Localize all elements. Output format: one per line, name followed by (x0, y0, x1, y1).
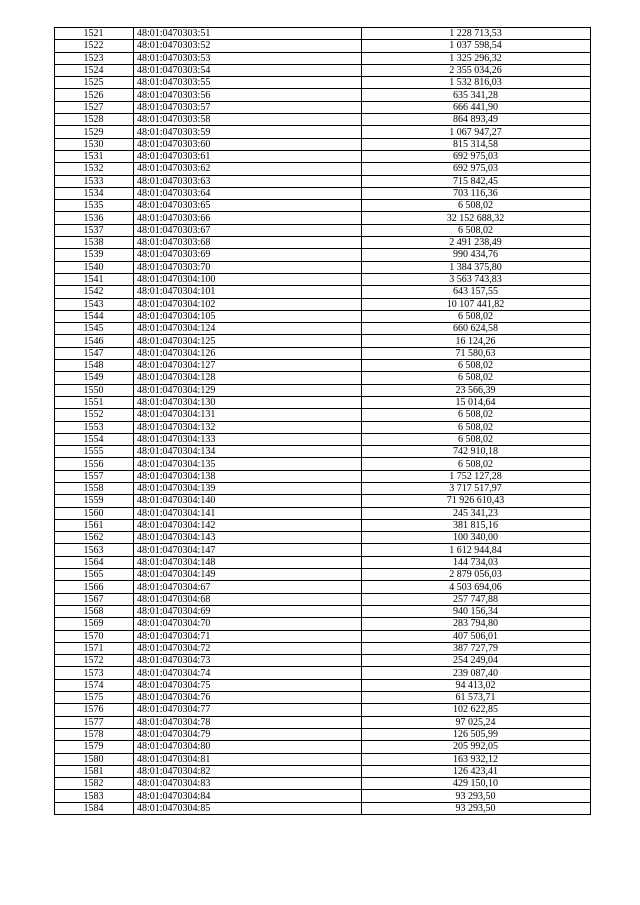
table-row (55, 605, 591, 617)
row-number-cell: 1556 (55, 458, 134, 470)
value-cell: 4 503 694,06 (362, 581, 591, 593)
cadastral-number-cell: 48:01:0470304:100 (134, 273, 362, 285)
table-row (55, 114, 591, 126)
value-cell: 6 508,02 (362, 433, 591, 445)
cadastral-number-cell: 48:01:0470303:58 (134, 114, 362, 126)
value-cell: 815 314,58 (362, 138, 591, 150)
cadastral-number-cell: 48:01:0470304:141 (134, 507, 362, 519)
cadastral-number-cell: 48:01:0470303:67 (134, 224, 362, 236)
value-cell: 205 992,05 (362, 741, 591, 753)
row-number-cell: 1565 (55, 569, 134, 581)
table-row (55, 421, 591, 433)
table-row (55, 667, 591, 679)
row-number-cell: 1545 (55, 323, 134, 335)
cadastral-number-cell: 48:01:0470304:102 (134, 298, 362, 310)
table-row (55, 335, 591, 347)
cadastral-number-cell: 48:01:0470304:72 (134, 642, 362, 654)
table-row (55, 224, 591, 236)
row-number-cell: 1559 (55, 495, 134, 507)
cadastral-number-cell: 48:01:0470304:85 (134, 802, 362, 814)
cadastral-number-cell: 48:01:0470304:132 (134, 421, 362, 433)
value-cell: 93 293,50 (362, 802, 591, 814)
cadastral-number-cell: 48:01:0470304:71 (134, 630, 362, 642)
table-row (55, 310, 591, 322)
table-row (55, 163, 591, 175)
value-cell: 283 794,80 (362, 618, 591, 630)
row-number-cell: 1558 (55, 482, 134, 494)
value-cell: 2 491 238,49 (362, 237, 591, 249)
value-cell: 97 025,24 (362, 716, 591, 728)
table-row (55, 581, 591, 593)
table-row (55, 286, 591, 298)
value-cell: 6 508,02 (362, 360, 591, 372)
value-cell: 3 563 743,83 (362, 273, 591, 285)
row-number-cell: 1554 (55, 433, 134, 445)
value-cell: 6 508,02 (362, 409, 591, 421)
row-number-cell: 1541 (55, 273, 134, 285)
cadastral-number-cell: 48:01:0470304:105 (134, 310, 362, 322)
table-row (55, 556, 591, 568)
row-number-cell: 1535 (55, 200, 134, 212)
cadastral-number-cell: 48:01:0470303:65 (134, 200, 362, 212)
cadastral-number-cell: 48:01:0470304:73 (134, 655, 362, 667)
cadastral-number-cell: 48:01:0470304:69 (134, 605, 362, 617)
table-row (55, 458, 591, 470)
table-row (55, 298, 591, 310)
row-number-cell: 1582 (55, 778, 134, 790)
cadastral-number-cell: 48:01:0470304:101 (134, 286, 362, 298)
table-row (55, 200, 591, 212)
value-cell: 666 441,90 (362, 101, 591, 113)
table-row (55, 101, 591, 113)
cadastral-number-cell: 48:01:0470303:59 (134, 126, 362, 138)
cadastral-number-cell: 48:01:0470304:138 (134, 470, 362, 482)
table-row (55, 470, 591, 482)
value-cell: 23 566,39 (362, 384, 591, 396)
value-cell: 61 573,71 (362, 692, 591, 704)
cadastral-number-cell: 48:01:0470303:61 (134, 150, 362, 162)
table-row (55, 519, 591, 531)
value-cell: 381 815,16 (362, 519, 591, 531)
table-row (55, 790, 591, 802)
row-number-cell: 1568 (55, 605, 134, 617)
table-row (55, 679, 591, 691)
row-number-cell: 1576 (55, 704, 134, 716)
value-cell: 71 580,63 (362, 347, 591, 359)
value-cell: 6 508,02 (362, 310, 591, 322)
value-cell: 93 293,50 (362, 790, 591, 802)
value-cell: 94 413,02 (362, 679, 591, 691)
cadastral-number-cell: 48:01:0470303:56 (134, 89, 362, 101)
row-number-cell: 1561 (55, 519, 134, 531)
cadastral-number-cell: 48:01:0470303:60 (134, 138, 362, 150)
cadastral-number-cell: 48:01:0470304:129 (134, 384, 362, 396)
cadastral-number-cell: 48:01:0470303:64 (134, 187, 362, 199)
cadastral-number-cell: 48:01:0470304:77 (134, 704, 362, 716)
table-row (55, 716, 591, 728)
row-number-cell: 1570 (55, 630, 134, 642)
cadastral-number-cell: 48:01:0470303:57 (134, 101, 362, 113)
table-row (55, 446, 591, 458)
value-cell: 990 434,76 (362, 249, 591, 261)
value-cell: 692 975,03 (362, 150, 591, 162)
table-row (55, 384, 591, 396)
row-number-cell: 1532 (55, 163, 134, 175)
row-number-cell: 1543 (55, 298, 134, 310)
cadastral-number-cell: 48:01:0470304:147 (134, 544, 362, 556)
value-cell: 407 506,01 (362, 630, 591, 642)
row-number-cell: 1575 (55, 692, 134, 704)
table-row (55, 618, 591, 630)
row-number-cell: 1531 (55, 150, 134, 162)
cadastral-number-cell: 48:01:0470304:130 (134, 396, 362, 408)
value-cell: 6 508,02 (362, 200, 591, 212)
value-cell: 1 532 816,03 (362, 77, 591, 89)
row-number-cell: 1534 (55, 187, 134, 199)
value-cell: 16 124,26 (362, 335, 591, 347)
value-cell: 635 341,28 (362, 89, 591, 101)
table-row (55, 409, 591, 421)
row-number-cell: 1555 (55, 446, 134, 458)
row-number-cell: 1583 (55, 790, 134, 802)
value-cell: 660 624,58 (362, 323, 591, 335)
table-row (55, 323, 591, 335)
value-cell: 239 087,40 (362, 667, 591, 679)
value-cell: 163 932,12 (362, 753, 591, 765)
row-number-cell: 1569 (55, 618, 134, 630)
value-cell: 126 423,41 (362, 765, 591, 777)
value-cell: 1 067 947,27 (362, 126, 591, 138)
row-number-cell: 1566 (55, 581, 134, 593)
row-number-cell: 1530 (55, 138, 134, 150)
row-number-cell: 1540 (55, 261, 134, 273)
value-cell: 102 622,85 (362, 704, 591, 716)
value-cell: 1 612 944,84 (362, 544, 591, 556)
cadastral-number-cell: 48:01:0470304:67 (134, 581, 362, 593)
row-number-cell: 1536 (55, 212, 134, 224)
cadastral-number-cell: 48:01:0470304:78 (134, 716, 362, 728)
table-row (55, 569, 591, 581)
row-number-cell: 1523 (55, 52, 134, 64)
table-body (55, 28, 591, 815)
value-cell: 6 508,02 (362, 372, 591, 384)
row-number-cell: 1573 (55, 667, 134, 679)
value-cell: 6 508,02 (362, 458, 591, 470)
row-number-cell: 1560 (55, 507, 134, 519)
cadastral-number-cell: 48:01:0470304:127 (134, 360, 362, 372)
cadastral-number-cell: 48:01:0470303:55 (134, 77, 362, 89)
row-number-cell: 1571 (55, 642, 134, 654)
value-cell: 1 752 127,28 (362, 470, 591, 482)
row-number-cell: 1579 (55, 741, 134, 753)
cadastral-number-cell: 48:01:0470303:69 (134, 249, 362, 261)
cadastral-number-cell: 48:01:0470304:142 (134, 519, 362, 531)
value-cell: 429 150,10 (362, 778, 591, 790)
table-row (55, 433, 591, 445)
row-number-cell: 1581 (55, 765, 134, 777)
value-cell: 6 508,02 (362, 224, 591, 236)
row-number-cell: 1549 (55, 372, 134, 384)
row-number-cell: 1584 (55, 802, 134, 814)
table-row (55, 89, 591, 101)
value-cell: 940 156,34 (362, 605, 591, 617)
value-cell: 2 879 056,03 (362, 569, 591, 581)
table-row (55, 655, 591, 667)
cadastral-number-cell: 48:01:0470303:63 (134, 175, 362, 187)
table-row (55, 175, 591, 187)
cadastral-number-cell: 48:01:0470304:148 (134, 556, 362, 568)
cadastral-number-cell: 48:01:0470304:149 (134, 569, 362, 581)
row-number-cell: 1528 (55, 114, 134, 126)
table-row (55, 126, 591, 138)
row-number-cell: 1525 (55, 77, 134, 89)
cadastral-number-cell: 48:01:0470303:51 (134, 28, 362, 40)
table-row (55, 52, 591, 64)
row-number-cell: 1562 (55, 532, 134, 544)
row-number-cell: 1548 (55, 360, 134, 372)
value-cell: 100 340,00 (362, 532, 591, 544)
row-number-cell: 1533 (55, 175, 134, 187)
table-row (55, 273, 591, 285)
table-row (55, 77, 591, 89)
cadastral-number-cell: 48:01:0470303:62 (134, 163, 362, 175)
row-number-cell: 1550 (55, 384, 134, 396)
table-row (55, 507, 591, 519)
value-cell: 715 842,45 (362, 175, 591, 187)
cadastral-number-cell: 48:01:0470304:125 (134, 335, 362, 347)
value-cell: 71 926 610,43 (362, 495, 591, 507)
table-row (55, 64, 591, 76)
value-cell: 32 152 688,32 (362, 212, 591, 224)
cadastral-number-cell: 48:01:0470304:74 (134, 667, 362, 679)
table-row (55, 28, 591, 40)
row-number-cell: 1567 (55, 593, 134, 605)
table-row (55, 40, 591, 52)
row-number-cell: 1542 (55, 286, 134, 298)
table-row (55, 704, 591, 716)
cadastral-number-cell: 48:01:0470304:126 (134, 347, 362, 359)
value-cell: 742 910,18 (362, 446, 591, 458)
cadastral-number-cell: 48:01:0470304:128 (134, 372, 362, 384)
value-cell: 10 107 441,82 (362, 298, 591, 310)
table-row (55, 728, 591, 740)
value-cell: 1 384 375,80 (362, 261, 591, 273)
row-number-cell: 1538 (55, 237, 134, 249)
cadastral-number-cell: 48:01:0470304:81 (134, 753, 362, 765)
table-row (55, 212, 591, 224)
row-number-cell: 1522 (55, 40, 134, 52)
row-number-cell: 1577 (55, 716, 134, 728)
cadastral-number-cell: 48:01:0470304:80 (134, 741, 362, 753)
cadastral-number-cell: 48:01:0470304:143 (134, 532, 362, 544)
cadastral-number-cell: 48:01:0470303:54 (134, 64, 362, 76)
row-number-cell: 1580 (55, 753, 134, 765)
row-number-cell: 1572 (55, 655, 134, 667)
table-row (55, 778, 591, 790)
value-cell: 1 325 296,32 (362, 52, 591, 64)
cadastral-value-table (54, 27, 591, 815)
table-row (55, 360, 591, 372)
row-number-cell: 1578 (55, 728, 134, 740)
table-row (55, 642, 591, 654)
cadastral-number-cell: 48:01:0470304:133 (134, 433, 362, 445)
row-number-cell: 1526 (55, 89, 134, 101)
value-cell: 257 747,88 (362, 593, 591, 605)
cadastral-number-cell: 48:01:0470304:140 (134, 495, 362, 507)
table-row (55, 249, 591, 261)
table-row (55, 347, 591, 359)
value-cell: 703 116,36 (362, 187, 591, 199)
cadastral-number-cell: 48:01:0470304:70 (134, 618, 362, 630)
cadastral-number-cell: 48:01:0470303:66 (134, 212, 362, 224)
value-cell: 245 341,23 (362, 507, 591, 519)
cadastral-number-cell: 48:01:0470303:52 (134, 40, 362, 52)
row-number-cell: 1524 (55, 64, 134, 76)
table-row (55, 138, 591, 150)
cadastral-number-cell: 48:01:0470304:84 (134, 790, 362, 802)
value-cell: 864 893,49 (362, 114, 591, 126)
value-cell: 254 249,04 (362, 655, 591, 667)
cadastral-number-cell: 48:01:0470303:53 (134, 52, 362, 64)
cadastral-number-cell: 48:01:0470304:82 (134, 765, 362, 777)
row-number-cell: 1563 (55, 544, 134, 556)
row-number-cell: 1574 (55, 679, 134, 691)
cadastral-number-cell: 48:01:0470304:135 (134, 458, 362, 470)
row-number-cell: 1551 (55, 396, 134, 408)
table-row (55, 544, 591, 556)
cadastral-number-cell: 48:01:0470304:68 (134, 593, 362, 605)
cadastral-number-cell: 48:01:0470303:68 (134, 237, 362, 249)
value-cell: 692 975,03 (362, 163, 591, 175)
cadastral-number-cell: 48:01:0470304:139 (134, 482, 362, 494)
value-cell: 643 157,55 (362, 286, 591, 298)
cadastral-number-cell: 48:01:0470304:124 (134, 323, 362, 335)
table-row (55, 372, 591, 384)
value-cell: 15 014,64 (362, 396, 591, 408)
value-cell: 387 727,79 (362, 642, 591, 654)
row-number-cell: 1547 (55, 347, 134, 359)
table-row (55, 482, 591, 494)
value-cell: 1 037 598,54 (362, 40, 591, 52)
table-row (55, 630, 591, 642)
row-number-cell: 1552 (55, 409, 134, 421)
row-number-cell: 1521 (55, 28, 134, 40)
table-row (55, 765, 591, 777)
table-row (55, 741, 591, 753)
cadastral-number-cell: 48:01:0470303:70 (134, 261, 362, 273)
row-number-cell: 1557 (55, 470, 134, 482)
cadastral-number-cell: 48:01:0470304:134 (134, 446, 362, 458)
value-cell: 144 734,03 (362, 556, 591, 568)
cadastral-number-cell: 48:01:0470304:131 (134, 409, 362, 421)
row-number-cell: 1564 (55, 556, 134, 568)
table-row (55, 753, 591, 765)
table-row (55, 150, 591, 162)
value-cell: 6 508,02 (362, 421, 591, 433)
cadastral-number-cell: 48:01:0470304:79 (134, 728, 362, 740)
cadastral-number-cell: 48:01:0470304:75 (134, 679, 362, 691)
row-number-cell: 1537 (55, 224, 134, 236)
value-cell: 3 717 517,97 (362, 482, 591, 494)
cadastral-number-cell: 48:01:0470304:83 (134, 778, 362, 790)
table-row (55, 237, 591, 249)
table-row (55, 692, 591, 704)
row-number-cell: 1553 (55, 421, 134, 433)
table-row (55, 802, 591, 814)
row-number-cell: 1544 (55, 310, 134, 322)
row-number-cell: 1527 (55, 101, 134, 113)
table-row (55, 261, 591, 273)
table-row (55, 495, 591, 507)
value-cell: 1 228 713,53 (362, 28, 591, 40)
table-row (55, 593, 591, 605)
row-number-cell: 1539 (55, 249, 134, 261)
row-number-cell: 1529 (55, 126, 134, 138)
cadastral-number-cell: 48:01:0470304:76 (134, 692, 362, 704)
value-cell: 126 505,99 (362, 728, 591, 740)
table-row (55, 187, 591, 199)
table-row (55, 396, 591, 408)
table-row (55, 532, 591, 544)
row-number-cell: 1546 (55, 335, 134, 347)
value-cell: 2 355 034,26 (362, 64, 591, 76)
